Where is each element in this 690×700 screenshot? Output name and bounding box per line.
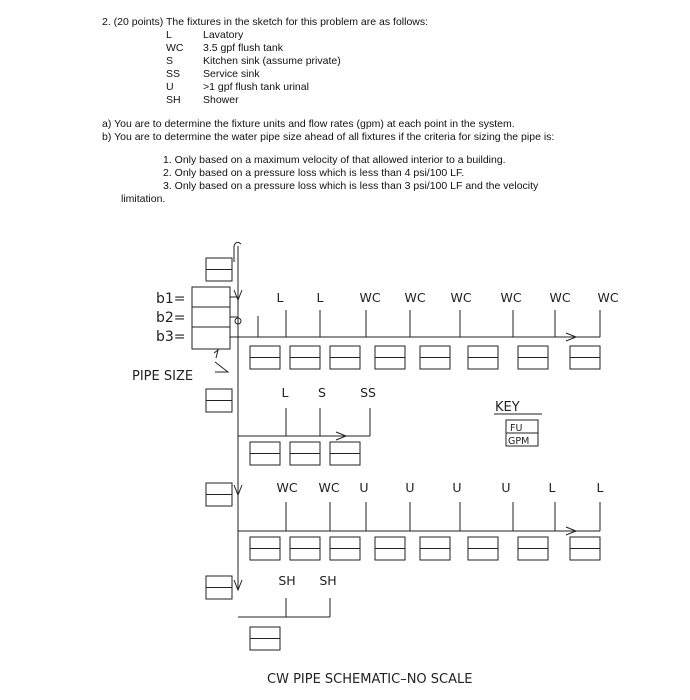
fixture-label: SH [278, 573, 296, 588]
fixture-label: WC [549, 290, 571, 305]
legend-desc: Shower [203, 94, 239, 106]
b1-label: b1= [156, 291, 186, 307]
schematic-caption: CW PIPE SCHEMATIC–NO SCALE [267, 672, 473, 687]
b3-label: b3= [156, 329, 186, 345]
problem-header: 2. (20 points) The fixtures in the sketch for this problem are as follows: [102, 16, 429, 28]
part-a: a) You are to determine the fixture units and flow rates (gpm) at each point in the system. [102, 118, 515, 130]
fixture-label: WC [404, 290, 426, 305]
fixture-label: U [359, 480, 369, 495]
fixture-label: L [548, 480, 556, 495]
fixture-label: S [318, 385, 326, 400]
legend-code: SH [166, 94, 181, 106]
legend-desc: Kitchen sink (assume private) [203, 55, 341, 67]
pipe-size-label: PIPE SIZE [132, 369, 194, 384]
fixture-label: L [596, 480, 604, 495]
fixture-label: WC [318, 480, 340, 495]
fixture-label: L [276, 290, 284, 305]
fixture-label: WC [500, 290, 522, 305]
criterion: 1. Only based on a maximum velocity of that allowed interior to a building. [163, 154, 506, 166]
legend-code: S [166, 55, 174, 67]
fixture-label: U [501, 480, 511, 495]
fixture-label: WC [597, 290, 619, 305]
legend-desc: 3.5 gpf flush tank [203, 42, 283, 54]
legend-code: L [166, 29, 172, 41]
legend-desc: Lavatory [203, 29, 244, 41]
fixture-label: U [405, 480, 415, 495]
fixture-label: WC [276, 480, 298, 495]
fixture-label: WC [450, 290, 472, 305]
criterion-continued: limitation. [121, 193, 166, 205]
legend-desc: >1 gpf flush tank urinal [203, 81, 309, 93]
key-fu: FU [510, 423, 523, 434]
key-gpm: GPM [508, 436, 530, 447]
legend-code: WC [166, 42, 184, 54]
legend-code: U [166, 81, 174, 93]
fixture-label: L [281, 385, 289, 400]
fixture-label: U [452, 480, 462, 495]
fixture-label: L [316, 290, 324, 305]
part-b: b) You are to determine the water pipe size ahead of all fixtures if the criteria for sizing the pipe is: [102, 131, 555, 143]
b2-label: b2= [156, 310, 186, 326]
fixture-label: WC [359, 290, 381, 305]
fixture-label: SH [319, 573, 337, 588]
pipe-size-pointer [215, 362, 228, 372]
criterion: 3. Only based on a pressure loss which is less than 3 psi/100 LF and the velocity [163, 180, 539, 192]
key-title: KEY [495, 400, 520, 415]
criterion: 2. Only based on a pressure loss which is less than 4 psi/100 LF. [163, 167, 465, 179]
legend-desc: Service sink [203, 68, 260, 80]
fixture-label: SS [360, 385, 376, 400]
legend-code: SS [166, 68, 181, 80]
